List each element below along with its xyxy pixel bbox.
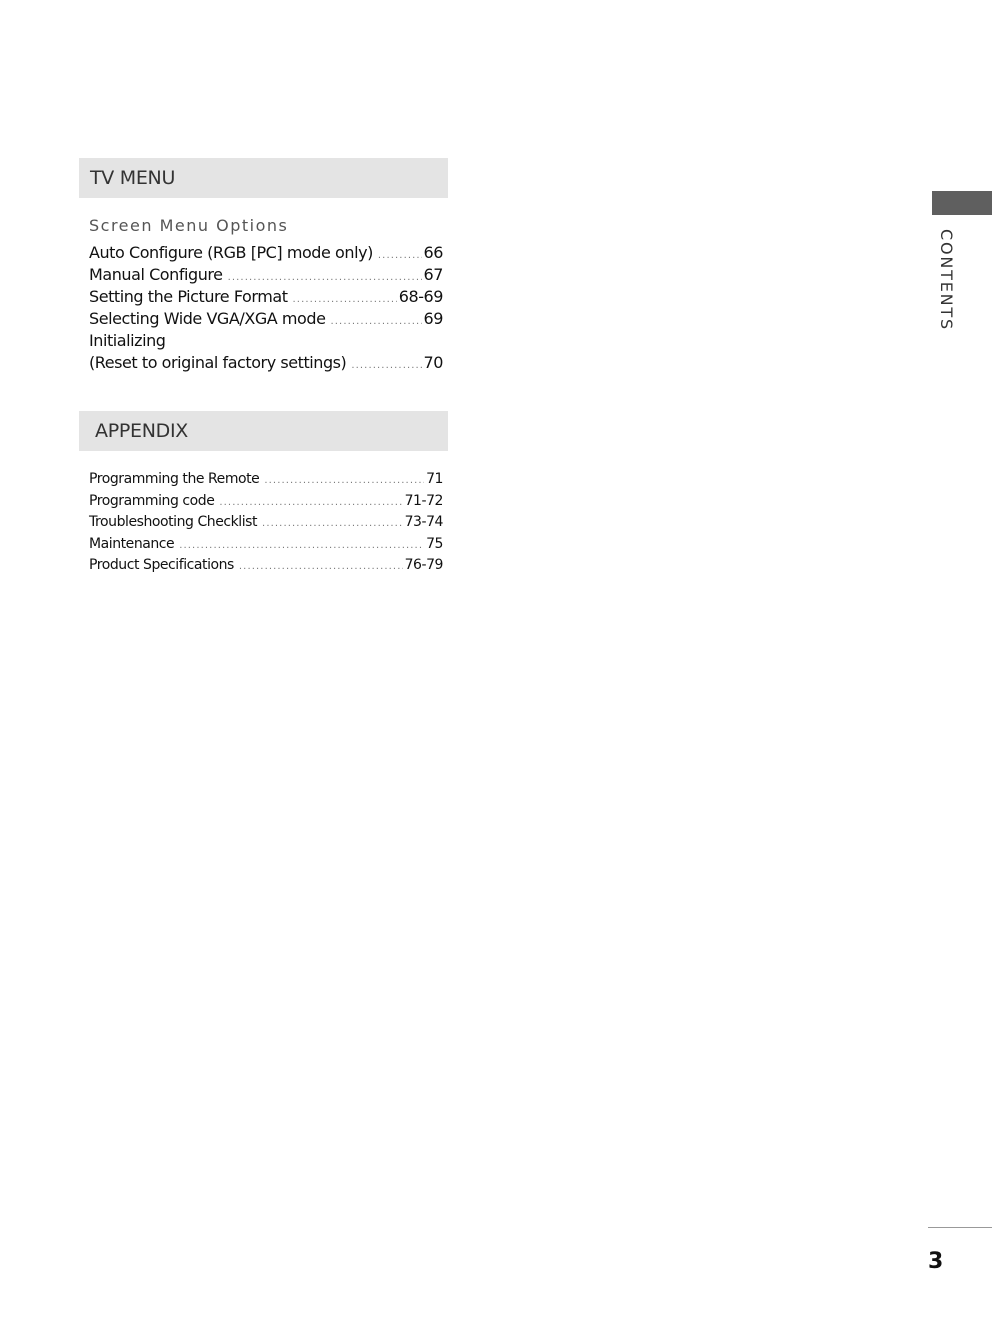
dot-leader — [262, 518, 403, 529]
toc-entry-page: 73-74 — [404, 514, 443, 530]
dot-leader — [228, 272, 422, 283]
tv-menu-toc-list — [89, 243, 443, 375]
toc-entry-label: Selecting Wide VGA/XGA mode — [89, 309, 326, 328]
toc-entry-label: Product Specifications — [89, 557, 234, 573]
toc-entry-page: 71-72 — [404, 492, 443, 509]
tv-menu-section-header — [79, 158, 448, 198]
dot-leader — [264, 475, 424, 486]
toc-entry-label: Manual Configure — [89, 265, 223, 284]
page-number: 3 — [928, 1249, 944, 1274]
toc-entry[interactable] — [89, 309, 443, 331]
toc-entry-label: Troubleshooting Checklist — [89, 514, 258, 530]
appendix-toc-list — [89, 471, 443, 579]
dot-leader — [239, 561, 403, 572]
toc-entry-label: Auto Configure (RGB [PC] mode only) — [89, 243, 373, 262]
dot-leader — [219, 497, 402, 508]
toc-entry-page: 76-79 — [404, 557, 443, 573]
contents-side-tab — [932, 191, 992, 215]
toc-entry-label: Programming code — [89, 492, 215, 509]
toc-entry[interactable] — [89, 557, 443, 579]
toc-entry-page: 71 — [426, 471, 443, 487]
toc-entry-page: 75 — [426, 535, 443, 552]
toc-entry-label: Maintenance — [89, 535, 175, 552]
toc-entry[interactable] — [89, 514, 443, 536]
dot-leader — [330, 316, 421, 327]
toc-entry[interactable] — [89, 493, 443, 515]
appendix-section-header — [79, 411, 448, 451]
toc-entry[interactable] — [89, 471, 443, 493]
toc-entry-label: Programming the Remote — [89, 471, 260, 487]
toc-entry-page: 69 — [423, 309, 443, 328]
appendix-title: APPENDIX — [95, 420, 188, 442]
dot-leader — [378, 250, 422, 261]
dot-leader — [351, 360, 421, 371]
toc-entry-page: 68-69 — [398, 287, 443, 306]
toc-entry-label: Initializing — [89, 331, 166, 350]
toc-entry-page: 67 — [423, 265, 443, 284]
toc-entry-label: Setting the Picture Format — [89, 287, 288, 306]
toc-entry-label: (Reset to original factory settings) — [89, 353, 347, 372]
screen-menu-options-subheading: Screen Menu Options — [89, 216, 289, 235]
tv-menu-title: TV MENU — [90, 167, 176, 189]
toc-entry-page: 70 — [423, 353, 443, 372]
dot-leader — [293, 294, 397, 305]
toc-entry[interactable] — [89, 243, 443, 265]
contents-side-label: CONTENTS — [937, 229, 956, 331]
footer-rule — [928, 1227, 992, 1228]
toc-entry[interactable] — [89, 353, 443, 375]
toc-entry[interactable] — [89, 287, 443, 309]
toc-entry[interactable] — [89, 265, 443, 287]
toc-entry-page: 66 — [423, 243, 443, 262]
toc-entry[interactable] — [89, 331, 443, 353]
dot-leader — [179, 540, 424, 551]
toc-entry[interactable] — [89, 536, 443, 558]
